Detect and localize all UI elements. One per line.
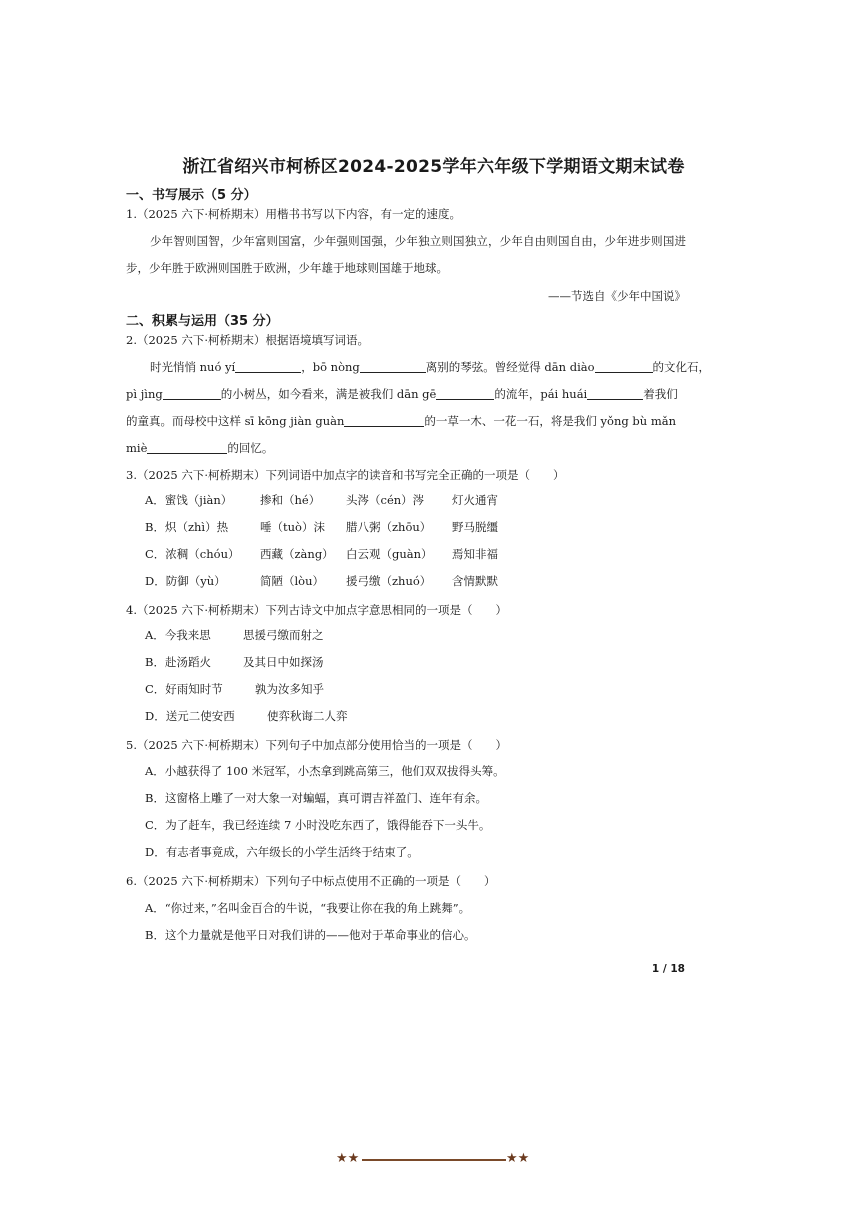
- question-3-option-c: C．浓稠（chóu） 西藏（zàng） 白云观（guàn） 焉知非福: [145, 547, 498, 561]
- question-3-option-d: D．防御（yù） 简陋（lòu） 援弓缴（zhuó） 含情默默: [145, 574, 498, 588]
- question-6-option-a: A．“你过来，”名叫金百合的牛说，“我要让你在我的角上跳舞”。: [145, 901, 471, 915]
- star-icon: ★★: [336, 1151, 360, 1166]
- answer-blank[interactable]: [360, 360, 426, 373]
- question-5-option-b: B．这窗格上雕了一对大象一对蝙蝠，真可谓吉祥盈门、连年有余。: [145, 791, 487, 805]
- question-2-line-3: 的童真。而母校中这样 sī kōng jiàn guàn 的一草一木、一花一石，将是我们 yǒng bù mǎn: [126, 414, 676, 428]
- question-6-option-b: B．这个力量就是他平日对我们讲的——他对于革命事业的信心。: [145, 928, 476, 942]
- question-1-stem: 1.（2025 六下·柯桥期末）用楷书书写以下内容，有一定的速度。: [126, 207, 462, 221]
- question-2-line-4: miè 的回忆。: [126, 441, 274, 455]
- question-2-line-1: 时光悄悄 nuó yí ，bō nòng 离别的琴弦。曾经觉得 dān diào 的文化石，: [150, 360, 711, 374]
- footer-divider: [362, 1159, 506, 1161]
- footer-ornament: [336, 1151, 532, 1167]
- page-number: 1 / 18: [651, 963, 685, 975]
- question-5-option-d: D．有志者事竟成，六年级长的小学生活终于结束了。: [145, 845, 419, 859]
- answer-blank[interactable]: [163, 387, 221, 400]
- answer-blank[interactable]: [436, 387, 494, 400]
- passage-source: ——节选自《少年中国说》: [548, 289, 686, 303]
- answer-blank[interactable]: [344, 414, 424, 427]
- question-4-stem: 4.（2025 六下·柯桥期末）下列古诗文中加点字意思相同的一项是（ ）: [126, 603, 508, 617]
- question-3-stem: 3.（2025 六下·柯桥期末）下列词语中加点字的读音和书写完全正确的一项是（ ）: [126, 468, 565, 482]
- question-6-stem: 6.（2025 六下·柯桥期末）下列句子中标点使用不正确的一项是（ ）: [126, 874, 496, 888]
- question-4-option-a: A．今我来思 思援弓缴而射之: [145, 628, 324, 642]
- question-3-option-a: A．蜜饯（jiàn） 掺和（hé） 头涔（cén）涔 灯火通宵: [145, 493, 498, 507]
- answer-blank[interactable]: [587, 387, 643, 400]
- question-4-option-b: B．赴汤蹈火 及其日中如探汤: [145, 655, 324, 669]
- question-2-stem: 2.（2025 六下·柯桥期末）根据语境填写词语。: [126, 333, 370, 347]
- answer-blank[interactable]: [235, 360, 301, 373]
- passage-text: 少年智则国智，少年富则国富，少年强则国强，少年独立则国独立，少年自由则国自由，少年进步则国进步，少年胜于欧洲则国胜于欧洲，少年雄于地球则国雄于地球。: [126, 234, 686, 275]
- question-5-option-c: C．为了赶车，我已经连续 7 小时没吃东西了，饿得能吞下一头牛。: [145, 818, 491, 832]
- section-heading-accumulation: 二、积累与运用（35 分）: [126, 314, 279, 329]
- question-5-stem: 5.（2025 六下·柯桥期末）下列句子中加点部分使用恰当的一项是（ ）: [126, 738, 508, 752]
- question-1-passage: [126, 228, 686, 281]
- section-heading-writing: 一、书写展示（5 分）: [126, 188, 257, 203]
- star-icon: ★★: [506, 1151, 530, 1166]
- question-4-option-c: C．好雨知时节 孰为汝多知乎: [145, 682, 324, 696]
- question-4-option-d: D．送元二使安西 使弈秋诲二人弈: [145, 709, 348, 723]
- answer-blank[interactable]: [595, 360, 653, 373]
- answer-blank[interactable]: [147, 441, 227, 454]
- exam-title: 浙江省绍兴市柯桥区2024-2025学年六年级下学期语文期末试卷: [182, 157, 685, 177]
- question-5-option-a: A．小越获得了 100 米冠军，小杰拿到跳高第三，他们双双拔得头筹。: [145, 764, 505, 778]
- question-2-line-2: pì jìng 的小树丛，如今看来，满是被我们 dān gē 的流年，pái huái 着我们: [126, 387, 678, 401]
- question-3-option-b: B．炽（zhì）热 唾（tuò）沫 腊八粥（zhōu） 野马脱缰: [145, 520, 498, 534]
